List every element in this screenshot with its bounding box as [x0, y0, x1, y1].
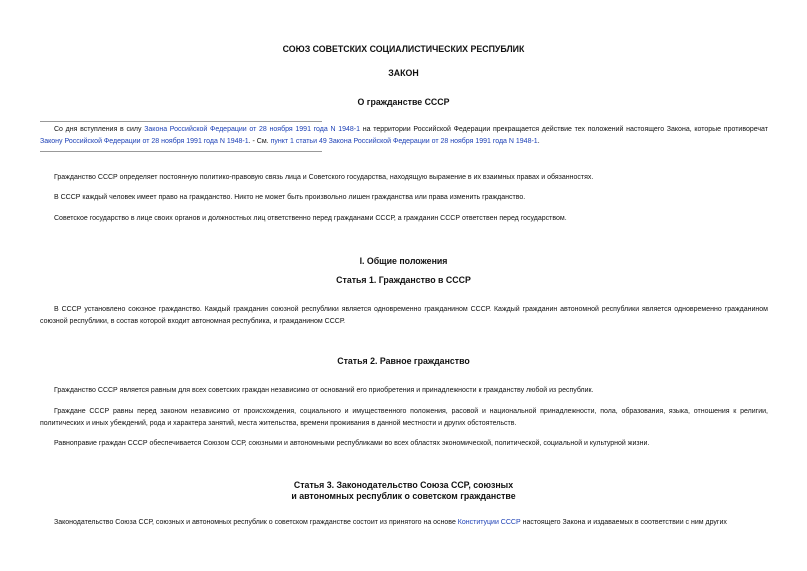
document-type: ЗАКОН: [388, 68, 419, 78]
note-text-3: . - См.: [248, 138, 271, 145]
document-header: СОЮЗ СОВЕТСКИХ СОЦИАЛИСТИЧЕСКИХ РЕСПУБЛИК: [282, 44, 525, 54]
section-heading-general: I. Общие положения: [359, 256, 448, 266]
article-1-title: Статья 1. Гражданство в СССР: [336, 275, 471, 285]
preamble-paragraph-1: Гражданство СССР определяет постоянную политико-правовую связь лица и Советского государства, находящую выражение в их взаимных правах и обязанностях.: [54, 174, 594, 181]
article-3-title-line-2: и автономных республик о советском гражданстве: [291, 491, 516, 501]
article-3-link-constitution[interactable]: Конституции СССР: [457, 519, 521, 526]
note-text-4: .: [537, 138, 540, 145]
article-3-text: [40, 517, 768, 529]
article-2-paragraph-3: Равноправие граждан СССР обеспечивается Союзом ССР, союзными и автономными республиками во всех областях экономической, политической, социальной и культурной жизни.: [54, 440, 650, 447]
note-link-law-1948-1[interactable]: Закона Российской Федерации от 28 ноября 1991 года N 1948-1: [144, 126, 361, 133]
note-text-1: Со дня вступления в силу: [54, 126, 145, 133]
article-2-paragraph-2: Граждане СССР равны перед законом независимо от происхождения, социального и имущественного положения, расовой и национальной принадлежности, пола, образования, языка, отношения к религии, политических и иных убеждений, рода и характера занятий, места жительства, времени проживания в данной местности и других обстоятельств.: [40, 408, 768, 427]
note-link-law-1948-1-second[interactable]: Закону Российской Федерации от 28 ноября 1991 года N 1948-1: [40, 138, 249, 145]
preamble-paragraph-2: В СССР каждый человек имеет право на гражданство. Никто не может быть произвольно лишен гражданства или права изменить гражданство.: [54, 194, 526, 201]
article-3-text-2: настоящего Закона и издаваемых в соответствии с ним других: [520, 519, 727, 526]
article-3-title-line-1: Статья 3. Законодательство Союза ССР, союзных: [293, 480, 514, 490]
article-2-title: Статья 2. Равное гражданство: [337, 356, 470, 366]
article-1-text: В СССР установлено союзное гражданство. Каждый гражданин союзной республики является одновременно гражданином СССР. Каждый гражданин автономной республики является одновременно гражданином союзной республики, в состав которой входит автономная республика, и гражданином СССР.: [40, 306, 768, 325]
note-text-2: на территории Российской Федерации прекращается действие тех положений настоящего Закона, которые противоречат: [360, 126, 769, 133]
preamble-paragraph-3: Советское государство в лице своих органов и должностных лиц ответственно перед гражданами СССР, а гражданин СССР ответствен перед государством.: [54, 215, 567, 222]
article-3-text-1: Законодательство Союза ССР, союзных и автономных республик о советском гражданстве состоит из принятого на основе: [54, 519, 458, 526]
note-rule-top: [40, 121, 322, 122]
article-2-paragraph-1: Гражданство СССР является равным для всех советских граждан независимо от оснований его приобретения и принадлежности к гражданству любой из республик.: [54, 387, 594, 394]
document-title: О гражданстве СССР: [357, 97, 450, 107]
note-rule-bottom: [40, 151, 322, 152]
editorial-note: [40, 124, 768, 148]
note-link-article-49[interactable]: пункт 1 статьи 49 Закона Российской Федерации от 28 ноября 1991 года N 1948-1: [270, 138, 538, 145]
